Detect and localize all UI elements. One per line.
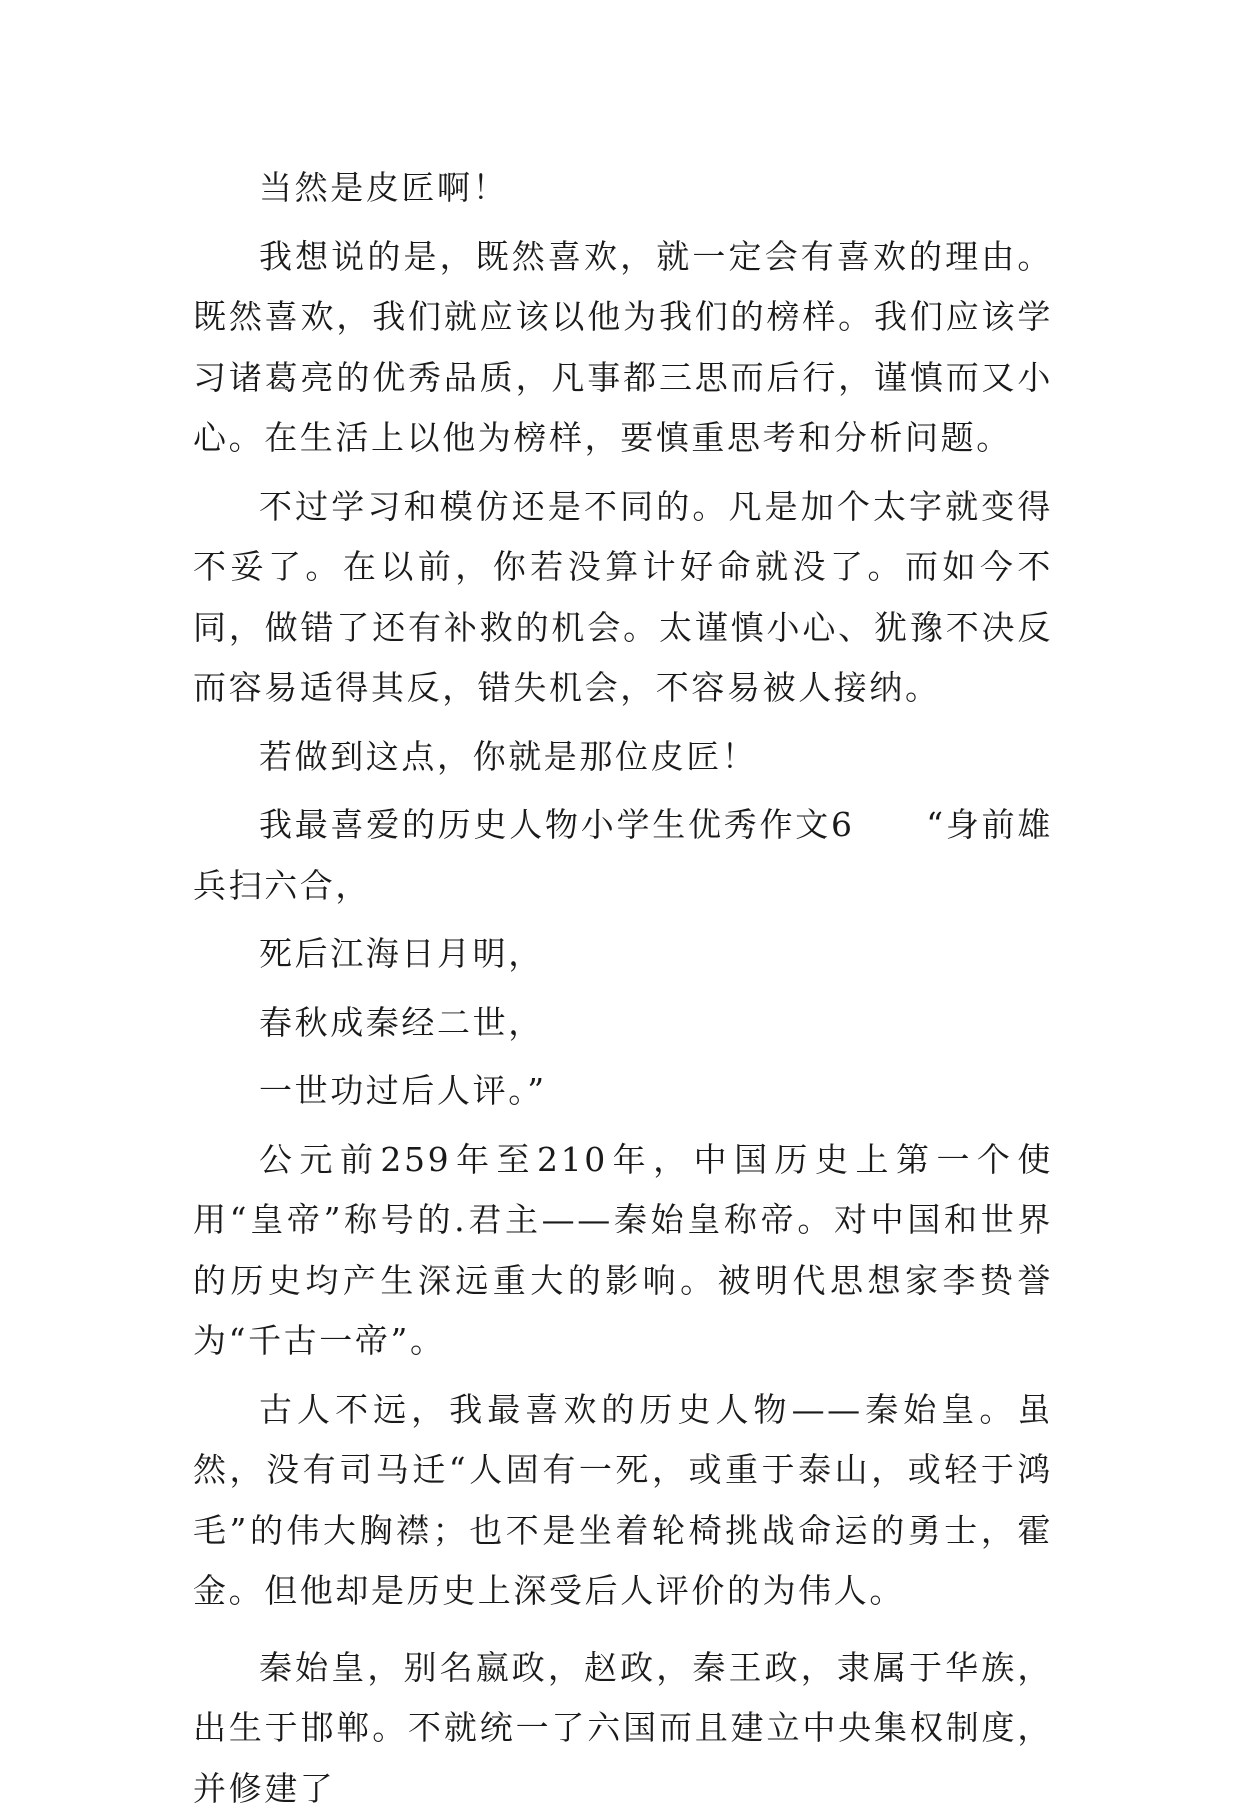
poem-line-4: 一世功过后人评。”	[193, 1061, 1053, 1122]
paragraph-7: 古人不远，我最喜欢的历史人物——秦始皇。虽然，没有司马迁“人固有一死，或重于泰山，或轻于鸿毛”的伟大胸襟；也不是坐着轮椅挑战命运的勇士，霍金。但他却是历史上深受后人评价的为伟人。	[193, 1380, 1053, 1622]
paragraph-5: 我最喜爱的历史人物小学生优秀作文6 “身前雄兵扫六合，	[193, 795, 1053, 916]
poem-line-3: 春秋成秦经二世，	[193, 993, 1053, 1054]
paragraph-8: 秦始皇，别名嬴政，赵政，秦王政，隶属于华族，出生于邯郸。不就统一了六国而且建立中央集权制度，并修建了	[193, 1638, 1053, 1819]
poem-line-2: 死后江海日月明，	[193, 924, 1053, 985]
paragraph-4: 若做到这点，你就是那位皮匠！	[193, 727, 1053, 788]
document-body	[193, 158, 1053, 1819]
paragraph-3: 不过学习和模仿还是不同的。凡是加个太字就变得不妥了。在以前，你若没算计好命就没了。而如今不同，做错了还有补救的机会。太谨慎小心、犹豫不决反而容易适得其反，错失机会，不容易被人接纳。	[193, 477, 1053, 719]
paragraph-1: 当然是皮匠啊！	[193, 158, 1053, 219]
paragraph-6: 公元前259年至210年，中国历史上第一个使用“皇帝”称号的.君主——秦始皇称帝。对中国和世界的历史均产生深远重大的影响。被明代思想家李贽誉为“千古一帝”。	[193, 1130, 1053, 1372]
paragraph-2: 我想说的是，既然喜欢，就一定会有喜欢的理由。既然喜欢，我们就应该以他为我们的榜样。我们应该学习诸葛亮的优秀品质，凡事都三思而后行，谨慎而又小心。在生活上以他为榜样，要慎重思考和分析问题。	[193, 227, 1053, 469]
